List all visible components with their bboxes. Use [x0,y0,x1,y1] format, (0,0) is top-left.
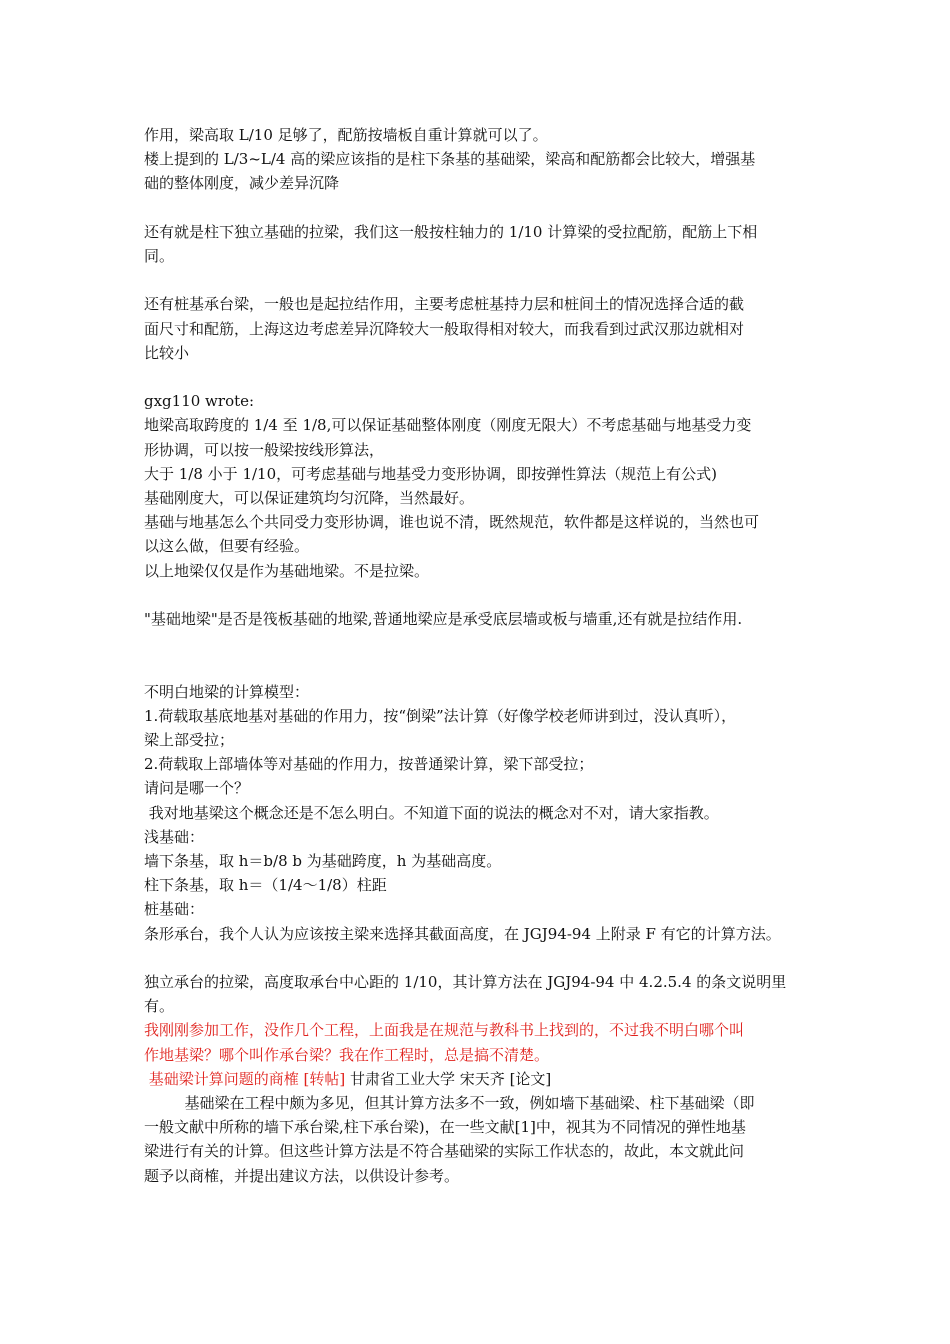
text-line: "基础地梁"是否是筏板基础的地梁,普通地梁应是承受底层墙或板与墙重,还有就是拉结作用. [144,610,743,628]
article-title-link[interactable]: 基础梁计算问题的商榷 [转帖] [144,1069,346,1088]
paragraph-gap [144,196,816,220]
text-line: 请问是哪一个？ [144,779,250,798]
paragraph-gap [144,583,816,607]
text-line: 题予以商榷，并提出建议方法，以供设计参考。 [144,1166,460,1185]
quote-author: gxg110 wrote: [144,392,255,411]
text-line: 基础与地基怎么个共同受力变形协调，谁也说不清，既然规范，软件都是这样说的，当然也可 [144,513,760,532]
text-line: 柱下条基，取 h＝（1/4～1/8）柱距 [144,876,387,895]
text-line: 础的整体刚度，减少差异沉降 [144,174,340,193]
text-line: 形协调，可以按一般梁按线形算法， [144,440,385,459]
text-line: 2.荷载取上部墙体等对基础的作用力，按普通梁计算，梁下部受拉； [144,755,594,774]
text-line: 以上地梁仅仅是作为基础地梁。不是拉梁。 [144,561,430,580]
text-line: 独立承台的拉梁，高度取承台中心距的 1/10，其计算方法在 JGJ94-94 中 4.2.5.4 的条文说明里 [144,973,787,991]
article-title-line [144,1067,816,1091]
text-line: 基础刚度大，可以保证建筑均匀沉降，当然最好。 [144,489,475,507]
text-line: 比较小 [144,343,190,362]
document-body [144,123,816,1188]
text-line: 以这么做，但要有经验。 [144,537,310,556]
text-line: 梁进行有关的计算。但这些计算方法是不符合基础梁的实际工作状态的，故此，本文就此问 [144,1142,745,1161]
highlighted-question-line: 作地基梁？哪个叫作承台梁？我在作工程时，总是搞不清楚。 [144,1045,550,1064]
text-line: 大于 1/8 小于 1/10，可考虑基础与地基受力变形协调，即按弹性算法（规范上有公式) [144,464,717,483]
text-line: 我对地基梁这个概念还是不怎么明白。不知道下面的说法的概念对不对，请大家指教。 [144,803,719,822]
text-line: 1.荷载取基底地基对基础的作用力，按“倒梁”法计算（好像学校老师讲到过，没认真听）， [144,706,737,725]
paragraph-gap [144,365,816,389]
article-byline: 甘肃省工业大学 宋天齐 [论文] [345,1069,552,1088]
paragraph-gap [144,655,816,679]
text-line: 楼上提到的 L/3~L/4 高的梁应该指的是柱下条基的基础梁，梁高和配筋都会比较大，增强基 [144,150,756,169]
text-line: 作用，梁高取 L/10 足够了，配筋按墙板自重计算就可以了。 [144,126,548,144]
text-line: 一般文献中所称的墙下承台梁,柱下承台梁)，在一些文献[1]中，视其为不同情况的弹性地基 [144,1118,746,1137]
text-line: 梁上部受拉； [144,730,235,749]
text-line: 桩基础： [144,900,205,919]
text-line: 还有就是柱下独立基础的拉梁，我们这一般按柱轴力的 1/10 计算梁的受拉配筋，配筋上下相 [144,222,758,241]
text-line: 不明白地梁的计算模型： [144,682,310,701]
text-line: 墙下条基，取 h＝b/8 b 为基础跨度，h 为基础高度。 [144,852,502,870]
paragraph-gap [144,946,816,970]
text-line: 同。 [144,247,175,265]
paragraph-gap [144,631,816,655]
paragraph-gap [144,268,816,292]
highlighted-question-line: 我刚刚参加工作，没作几个工程，上面我是在规范与教科书上找到的，不过我不明白哪个叫 [144,1021,745,1040]
text-line: 还有桩基承台梁，一般也是起拉结作用，主要考虑桩基持力层和桩间土的情况选择合适的截 [144,295,745,314]
text-line: 有。 [144,997,175,1016]
text-line: 面尺寸和配筋，上海这边考虑差异沉降较大一般取得相对较大，而我看到过武汉那边就相对 [144,319,745,338]
text-line: 基础梁在工程中颇为多见，但其计算方法多不一致，例如墙下基础梁、柱下基础梁（即 [184,1094,755,1113]
text-line: 地梁高取跨度的 1/4 至 1/8,可以保证基础整体刚度（刚度无限大）不考虑基础与地基受力变 [144,416,752,435]
text-line: 浅基础： [144,827,205,846]
text-line: 条形承台，我个人认为应该按主梁来选择其截面高度，在 JGJ94-94 上附录 F 有它的计算方法。 [144,924,781,943]
